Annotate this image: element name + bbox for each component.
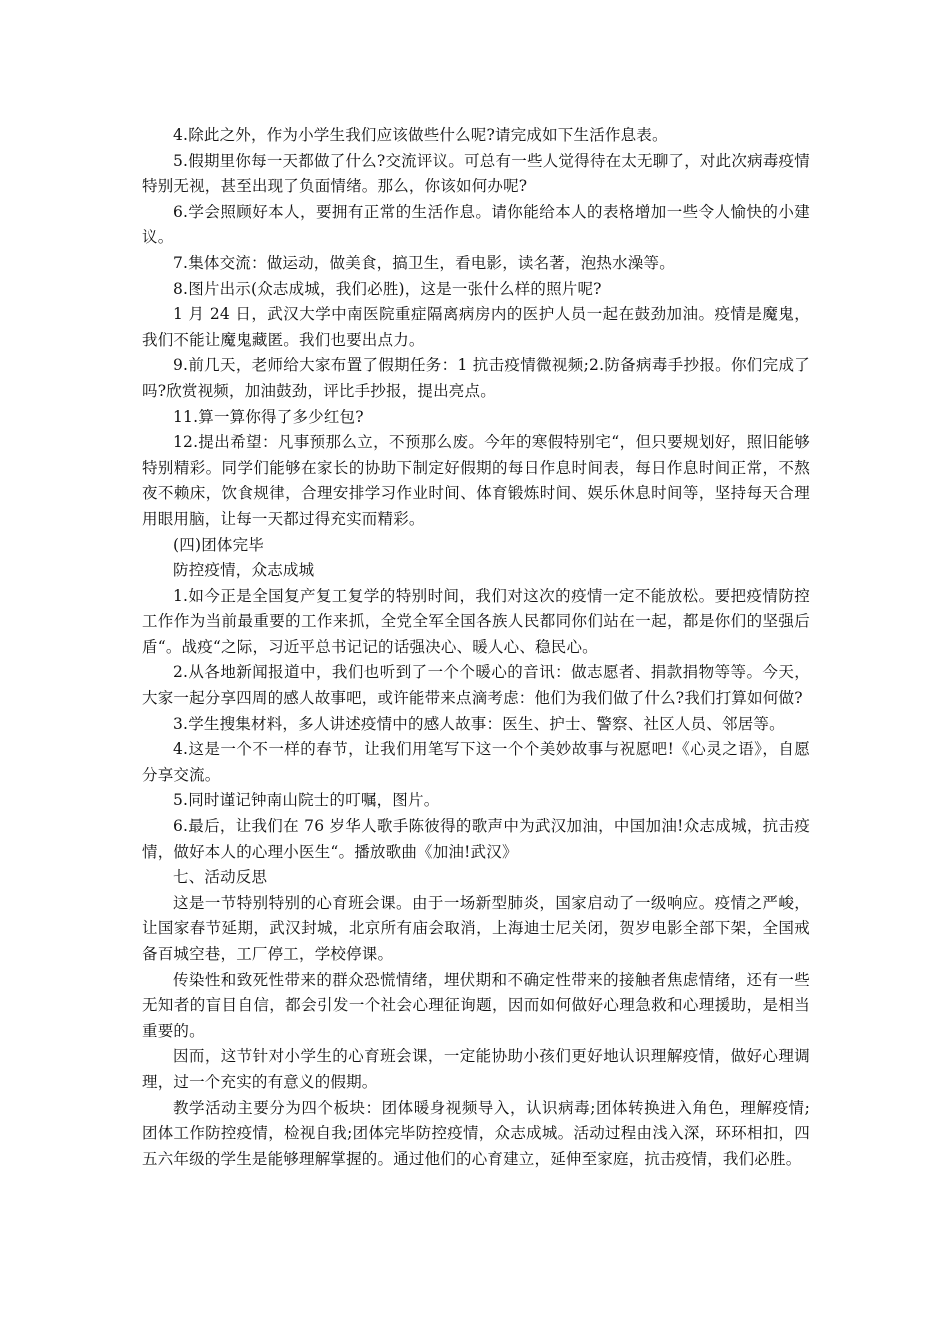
section-heading: 七、活动反思 — [173, 868, 268, 887]
paragraph: 1.如今正是全国复产复工复学的特别时间，我们对这次的疫情一定不能放松。要把疫情防控工作作为当前最重要的工作来抓，全党全军全国各族人民都同你们站在一起，都是你们的坚强后盾“。战疫“之际，习近平总书记记的话强决心、暖人心、稳民心。 — [142, 586, 810, 656]
paragraph: 1 月 24 日，武汉大学中南医院重症隔离病房内的医护人员一起在鼓劲加油。疫情是魔鬼，我们不能让魔鬼藏匿。我们也要出点力。 — [142, 305, 810, 349]
paragraph: 6.最后，让我们在 76 岁华人歌手陈彼得的歌声中为武汉加油，中国加油!众志成城，抗击疫情，做好本人的心理小医生“。播放歌曲《加油!武汉》 — [142, 817, 810, 861]
paragraph: 因而，这节针对小学生的心育班会课，一定能协助小孩们更好地认识理解疫情，做好心理调理，过一个充实的有意义的假期。 — [142, 1047, 810, 1091]
paragraph: 教学活动主要分为四个板块：团体暖身视频导入，认识病毒;团体转换进入角色，理解疫情;团体工作防控疫情，检视自我;团体完毕防控疫情，众志成城。活动过程由浅入深，环环相扣，四五六年级的学生是能够理解掌握的。通过他们的心育建立，延伸至家庭，抗击疫情，我们必胜。 — [142, 1098, 810, 1168]
section-heading: (四)团体完毕 — [173, 535, 264, 554]
paragraph: 2.从各地新闻报道中，我们也听到了一个个暖心的音讯：做志愿者、捐款捐物等等。今天，大家一起分享四周的感人故事吧，或许能带来点滴考虑：他们为我们做了什么?我们打算如何做? — [142, 663, 810, 708]
paragraph: 8.图片出示(众志成城，我们必胜)，这是一张什么样的照片呢? — [173, 279, 602, 298]
paragraph: 传染性和致死性带来的群众恐慌情绪，埋伏期和不确定性带来的接触者焦虑情绪，还有一些无知者的盲目自信，都会引发一个社会心理征询题，因而如何做好心理急救和心理援助，是相当重要的。 — [142, 970, 810, 1040]
paragraph: 这是一节特别特别的心育班会课。由于一场新型肺炎，国家启动了一级响应。疫情之严峻，让国家春节延期，武汉封城，北京所有庙会取消，上海迪士尼关闭，贺岁电影全部下架，全国戒备百城空巷，工厂停工，学校停课。 — [142, 893, 810, 963]
paragraph: 4.除此之外，作为小学生我们应该做些什么呢?请完成如下生活作息表。 — [173, 126, 668, 144]
paragraph: 12.提出希望：凡事预那么立，不预那么废。今年的寒假特别宅“，但只要规划好，照旧能够特别精彩。同学们能够在家长的协助下制定好假期的每日作息时间表，每日作息时间正常，不熬夜不赖床，饮食规律，合理安排学习作业时间、体育锻炼时间、娱乐休息时间等，坚持每天合理用眼用脑，让每一天都过得充实而精彩。 — [142, 433, 810, 528]
document-body — [142, 123, 810, 1172]
paragraph: 11.算一算你得了多少红包? — [173, 407, 364, 426]
paragraph: 5.假期里你每一天都做了什么?交流评议。可总有一些人觉得待在太无聊了，对此次病毒疫情特别无视，甚至出现了负面情绪。那么，你该如何办呢? — [142, 151, 810, 196]
section-subheading: 防控疫情，众志成城 — [173, 561, 315, 580]
paragraph: 7.集体交流：做运动，做美食，搞卫生，看电影，读名著，泡热水澡等。 — [173, 253, 675, 272]
paragraph: 4.这是一个不一样的春节，让我们用笔写下这一个个美妙故事与祝愿吧!《心灵之语》，自愿分享交流。 — [142, 740, 810, 784]
paragraph: 3.学生搜集材料，多人讲述疫情中的感人故事：医生、护士、警察、社区人员、邻居等。 — [173, 714, 785, 733]
paragraph: 6.学会照顾好本人，要拥有正常的生活作息。请你能给本人的表格增加一些令人愉快的小建议。 — [142, 202, 810, 247]
paragraph: 9.前几天，老师给大家布置了假期任务：1 抗击疫情微视频;2.防备病毒手抄报。你们完成了吗?欣赏视频，加油鼓劲，评比手抄报，提出亮点。 — [142, 356, 810, 400]
paragraph: 5.同时谨记钟南山院士的叮嘱，图片。 — [173, 791, 440, 810]
